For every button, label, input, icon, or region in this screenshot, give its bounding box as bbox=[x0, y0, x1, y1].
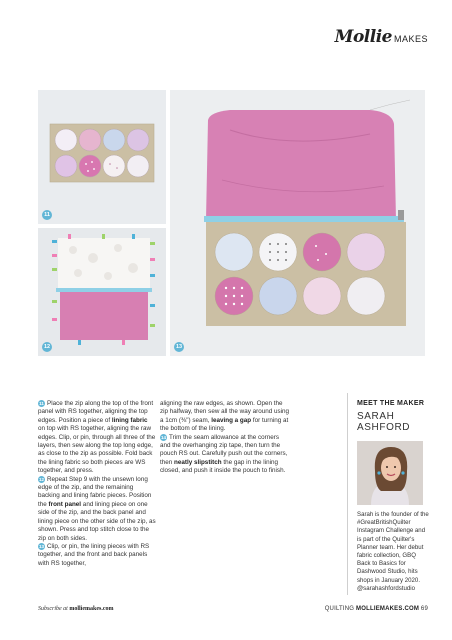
step-text: and lining piece on one side of the zip, and the back panel and lining piece on the other side of the zip, as shown. Press and top stitch close to the zip on both sides. bbox=[38, 500, 156, 542]
step-text: Place the zip along the top of the front panel with RS together, aligning the top edges. Position a piece of bbox=[38, 400, 154, 424]
photo-step-12 bbox=[38, 228, 166, 356]
footer-subscribe-link[interactable]: molliemakes.com bbox=[69, 606, 114, 612]
step-text: for turning at the bottom of the lining. bbox=[160, 416, 289, 433]
footer-site[interactable]: MOLLIEMAKES.COM bbox=[356, 606, 420, 612]
page-number: 69 bbox=[420, 606, 428, 612]
portrait-illustration bbox=[357, 441, 423, 505]
masthead-logo bbox=[335, 27, 428, 47]
step-text: Trim the seam allowance at the corners and the overhanging zip tape, then turn the pouch RS out. Carefully push out the corners, then bbox=[160, 433, 288, 466]
instruction-step bbox=[38, 476, 156, 543]
meet-the-maker-sidebar bbox=[357, 400, 429, 593]
step-text: the gap in the lining closed, and push it inside the pouch to finish. bbox=[160, 458, 286, 475]
patchwork-panel-illustration bbox=[38, 90, 166, 224]
step-emphasis: neatly slipstitch bbox=[174, 458, 222, 466]
instruction-step bbox=[38, 400, 156, 476]
instructions-column-2 bbox=[160, 400, 290, 476]
step-badge: 13 bbox=[175, 344, 183, 350]
footer-subscribe-text: Subscribe at bbox=[38, 606, 70, 612]
step-emphasis: leaving a gap bbox=[211, 416, 252, 424]
clipped-layers-illustration bbox=[38, 228, 166, 356]
step-text: Clip, or pin, the lining pieces with RS together, and the front and back panels with RS together, bbox=[38, 542, 150, 567]
sidebar-heading: MEET THE MAKER bbox=[357, 400, 425, 407]
photo-step-11 bbox=[38, 90, 166, 224]
photo-step-13 bbox=[170, 90, 425, 356]
step-text: aligning the raw edges, as shown. Open the zip halfway, then sew all the way around using a 1cm (⅜") seam, bbox=[160, 400, 290, 424]
footer-subscribe bbox=[38, 606, 114, 612]
step-text: Repeat Step 9 with the unsewn long edge of the zip, and the remaining backing and lining fabric pieces. Position the bbox=[38, 475, 152, 508]
logo-script: Mollie bbox=[334, 27, 392, 47]
step-emphasis: front panel bbox=[48, 500, 82, 508]
maker-name: SARAH ASHFORD bbox=[357, 411, 411, 433]
column-divider bbox=[347, 393, 348, 595]
step-number: 12 bbox=[38, 476, 44, 482]
maker-portrait bbox=[357, 441, 423, 505]
step-number: 14 bbox=[160, 434, 166, 440]
step-number: 11 bbox=[39, 401, 44, 406]
maker-bio: Sarah is the founder of the #GreatBritishQuilter Instagram Challenge and is part of the Quilter's Planner team. Her debut fabric collection, GBQ Back to Basics for Dashwood Studio, hits shops in January 2020. @sarahashfordstudio bbox=[357, 511, 429, 592]
footer-section bbox=[325, 606, 428, 612]
step-badge: 11 bbox=[42, 210, 52, 220]
logo-caps: MAKES bbox=[393, 34, 428, 44]
step-badge: 12 bbox=[43, 344, 51, 350]
footer-section-label: QUILTING bbox=[324, 606, 357, 612]
instruction-step bbox=[38, 543, 156, 568]
step-text: on top with RS together, aligning the raw edges. Clip, or pin, through all three of the layers, then sew along the top long edge, as close to the zip as possible. Fold back the lining fabric so both pieces are WS together, and press. bbox=[38, 425, 156, 475]
instruction-step bbox=[160, 400, 290, 434]
instruction-step bbox=[160, 434, 290, 476]
step-emphasis: lining fabric bbox=[111, 416, 148, 424]
pouch-lining-illustration bbox=[170, 90, 425, 356]
step-number: 13 bbox=[38, 543, 44, 549]
instructions-column-1 bbox=[38, 400, 156, 568]
